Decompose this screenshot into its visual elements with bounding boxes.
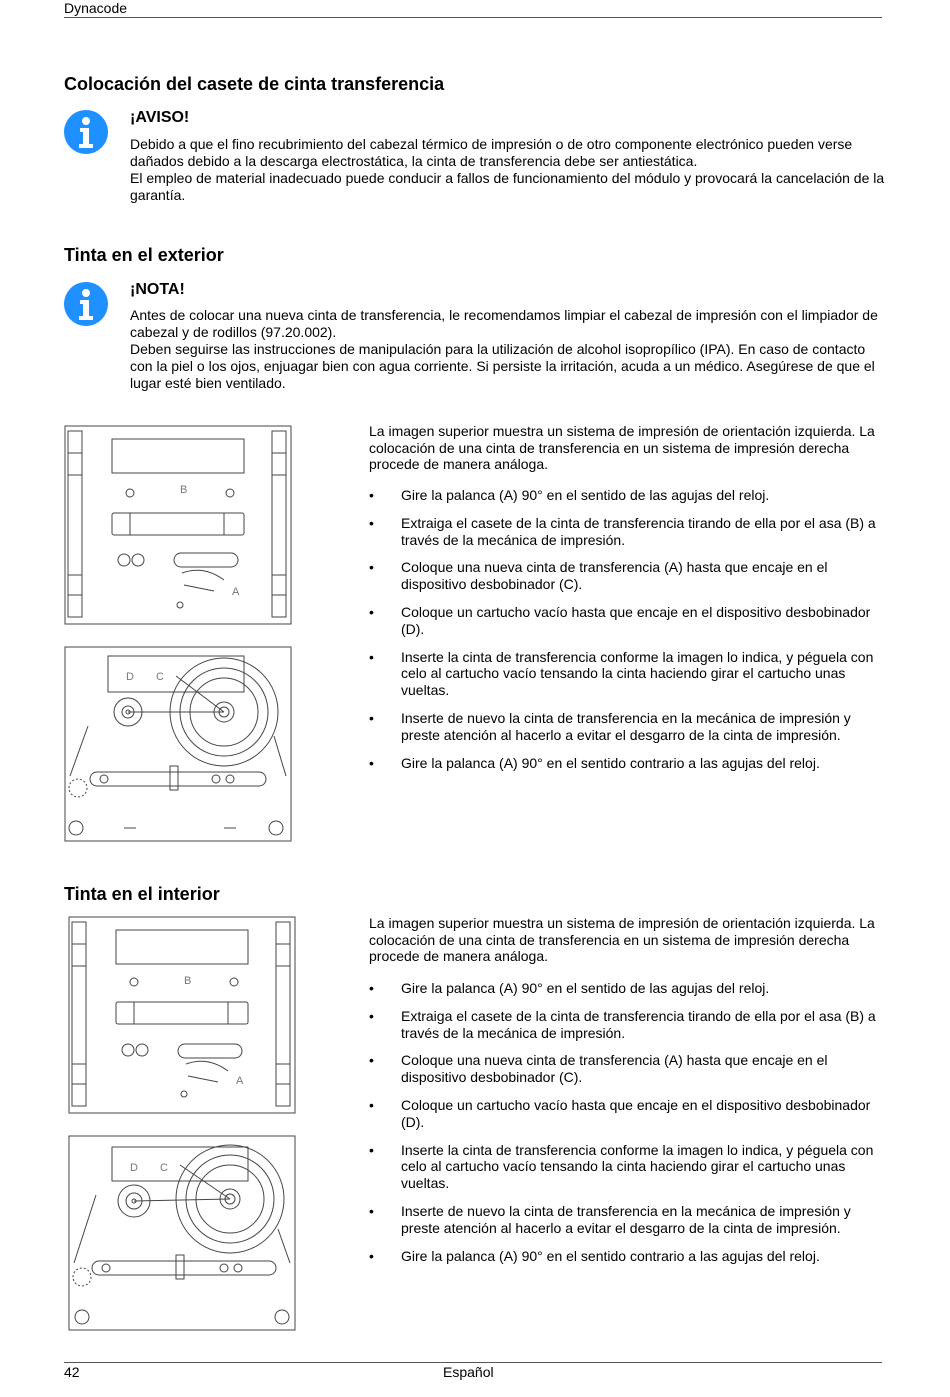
bullet-icon: •: [369, 648, 374, 665]
bullet-icon: •: [369, 487, 374, 503]
figure-label-a: A: [232, 586, 240, 598]
list-item: [369, 755, 889, 772]
figure-label-b: B: [180, 484, 188, 496]
list-item: [369, 1248, 889, 1265]
figure-label-d: D: [130, 1162, 138, 1174]
bullet-icon: •: [369, 559, 374, 576]
figure-label-a: A: [236, 1075, 244, 1087]
bullet-icon: •: [369, 1007, 374, 1024]
bullet-icon: •: [369, 1096, 374, 1113]
notice-title-aviso: ¡AVISO!: [130, 109, 190, 126]
step-text: Gire la palanca (A) 90° en el sentido de las agujas del reloj.: [401, 487, 770, 503]
section-intro-exterior: La imagen superior muestra un sistema de impresión de orientación izquierda. La colocación de una cinta de transferencia en un sistema de impresión derecha procede de manera análoga.: [369, 423, 875, 472]
section-title-exterior: Tinta en el exterior: [64, 245, 224, 265]
figure-label-b: B: [184, 975, 192, 987]
notice-paragraph: Deben seguirse las instrucciones de manipulación para la utilización de alcohol isopropílico (IPA). En caso de contacto con la piel o los ojos, enjuagar bien con agua corriente. Si persiste la irritación, acuda a un médico. Asegúrese de que el lugar esté bien ventilado.: [130, 341, 875, 391]
figure-print-mechanism-exterior: [64, 425, 292, 625]
step-text: Inserte la cinta de transferencia conforme la imagen lo indica, y péguela con celo al cartucho vacío tensando la cinta haciendo girar el cartucho unas vueltas.: [401, 648, 874, 699]
list-item: [369, 1052, 889, 1086]
bullet-icon: •: [369, 603, 374, 620]
notice-paragraph: Antes de colocar una nueva cinta de transferencia, le recomendamos limpiar el cabezal de impresión con el limpiador de cabezal y de rodillos (97.20.002).: [130, 307, 878, 340]
footer-language: Español: [443, 1364, 494, 1380]
bullet-icon: •: [369, 1052, 374, 1069]
step-text: Coloque un cartucho vacío hasta que encaje en el dispositivo desbobinador (D).: [401, 603, 871, 637]
step-text: Gire la palanca (A) 90° en el sentido contrario a las agujas del reloj.: [401, 754, 820, 771]
step-list-interior: [369, 980, 889, 1275]
figure-print-mechanism-interior: [68, 916, 296, 1114]
bullet-icon: •: [369, 514, 374, 531]
list-item: [369, 1008, 889, 1042]
notice-paragraph: El empleo de material inadecuado puede conducir a fallos de funcionamiento del módulo y provocará la cancelación de la garantía.: [130, 170, 885, 203]
list-item: [369, 649, 889, 699]
list-item: [369, 604, 889, 638]
step-text: Coloque una nueva cinta de transferencia (A) hasta que encaje en el dispositivo desbobinador (C).: [401, 1052, 828, 1086]
step-list-exterior: [369, 487, 889, 782]
figure-label-d: D: [126, 671, 134, 683]
list-item: [369, 515, 889, 549]
info-icon: [64, 110, 108, 154]
section-title-cassette: Colocación del casete de cinta transferencia: [64, 74, 445, 94]
section-title-interior: Tinta en el interior: [64, 884, 220, 904]
bullet-icon: •: [369, 980, 374, 996]
step-text: Gire la palanca (A) 90° en el sentido contrario a las agujas del reloj.: [401, 1247, 820, 1264]
step-text: Extraiga el casete de la cinta de transferencia tirando de ella por el asa (B) a través de la mecánica de impresión.: [401, 514, 876, 548]
bullet-icon: •: [369, 709, 374, 726]
info-icon: [64, 282, 108, 326]
list-item: [369, 559, 889, 593]
page-number: 42: [64, 1364, 80, 1380]
list-item: [369, 1142, 889, 1192]
list-item: [369, 487, 889, 504]
step-text: Inserte la cinta de transferencia conforme la imagen lo indica, y péguela con celo al cartucho vacío tensando la cinta haciendo girar el cartucho unas vueltas.: [401, 1141, 874, 1192]
bullet-icon: •: [369, 1141, 374, 1158]
figure-ribbon-path-interior: [68, 1135, 296, 1331]
header-brand: Dynacode: [64, 0, 128, 16]
list-item: [369, 1097, 889, 1131]
step-text: Gire la palanca (A) 90° en el sentido de las agujas del reloj.: [401, 980, 770, 996]
notice-text-aviso: [130, 136, 890, 204]
notice-text-nota: [130, 307, 890, 392]
section-intro-interior: La imagen superior muestra un sistema de impresión de orientación izquierda. La colocación de una cinta de transferencia en un sistema de impresión derecha procede de manera análoga.: [369, 915, 875, 964]
notice-title-nota: ¡NOTA!: [130, 281, 185, 298]
list-item: [369, 1203, 889, 1237]
bullet-icon: •: [369, 1247, 374, 1264]
bullet-icon: •: [369, 1202, 374, 1219]
step-text: Coloque una nueva cinta de transferencia (A) hasta que encaje en el dispositivo desbobinador (C).: [401, 559, 828, 593]
figure-label-c: C: [156, 671, 164, 683]
figure-label-c: C: [160, 1162, 168, 1174]
footer-rule: [64, 1362, 882, 1363]
figure-ribbon-path-exterior: [64, 646, 292, 842]
bullet-icon: •: [369, 754, 374, 771]
list-item: [369, 980, 889, 997]
header-rule: [64, 17, 882, 18]
notice-paragraph: Debido a que el fino recubrimiento del cabezal térmico de impresión o de otro componente electrónico pueden verse dañados debido a la descarga electrostática, la cinta de transferencia debe ser antiestática.: [130, 136, 853, 169]
step-text: Extraiga el casete de la cinta de transferencia tirando de ella por el asa (B) a través de la mecánica de impresión.: [401, 1007, 876, 1041]
step-text: Coloque un cartucho vacío hasta que encaje en el dispositivo desbobinador (D).: [401, 1096, 871, 1130]
step-text: Inserte de nuevo la cinta de transferencia en la mecánica de impresión y preste atención al hacerlo a evitar el desgarro de la cinta de impresión.: [401, 1202, 851, 1236]
list-item: [369, 710, 889, 744]
step-text: Inserte de nuevo la cinta de transferencia en la mecánica de impresión y preste atención al hacerlo a evitar el desgarro de la cinta de impresión.: [401, 709, 851, 743]
